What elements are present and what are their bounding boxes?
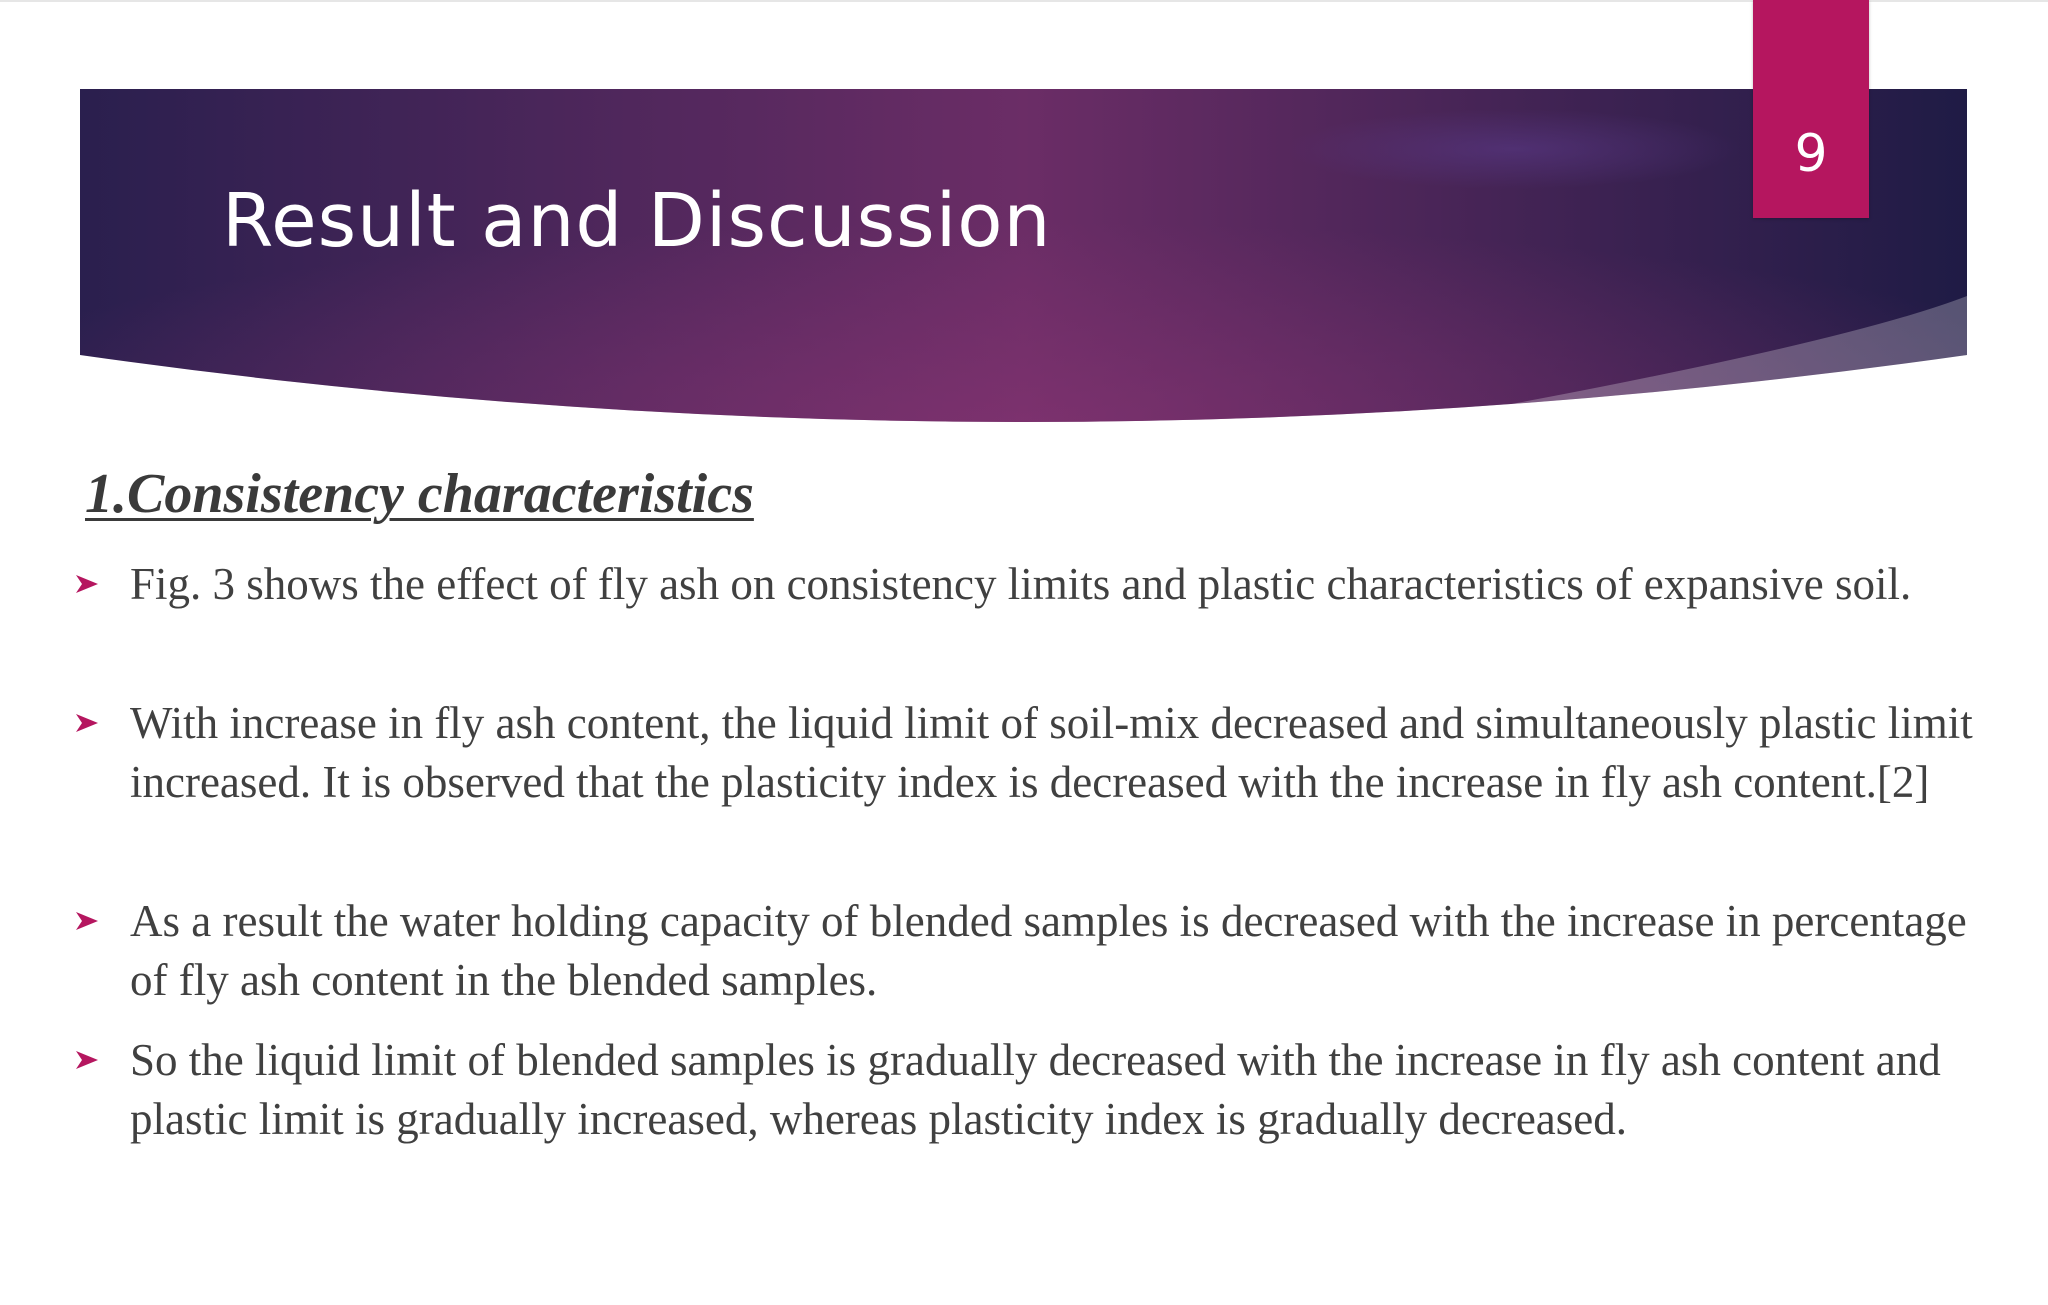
- arrowhead-bullet-icon: [72, 708, 102, 738]
- bullet-text: As a result the water holding capacity of blended samples is decreased with the increase in percentage of fly ash content in the blended samples.: [130, 896, 1967, 1005]
- page-number: 9: [1794, 124, 1828, 184]
- slide-title: Result and Discussion: [222, 178, 1052, 264]
- bullet-text: Fig. 3 shows the effect of fly ash on consistency limits and plastic characteristics of expansive soil.: [130, 559, 1912, 609]
- arrowhead-bullet-icon: [72, 569, 102, 599]
- arrowhead-bullet-icon: [72, 1045, 102, 1075]
- section-heading: 1.Consistency characteristics: [85, 463, 754, 525]
- bullet-text: So the liquid limit of blended samples is gradually decreased with the increase in fly ash content and plastic limit is gradually increased, whereas plasticity index is gradually decreased.: [130, 1035, 1941, 1144]
- arrowhead-bullet-icon: [72, 906, 102, 936]
- bullet-text: With increase in fly ash content, the liquid limit of soil-mix decreased and simultaneously plastic limit increased. It is observed that the plasticity index is decreased with the increase in fly ash content.[2]: [130, 698, 1973, 807]
